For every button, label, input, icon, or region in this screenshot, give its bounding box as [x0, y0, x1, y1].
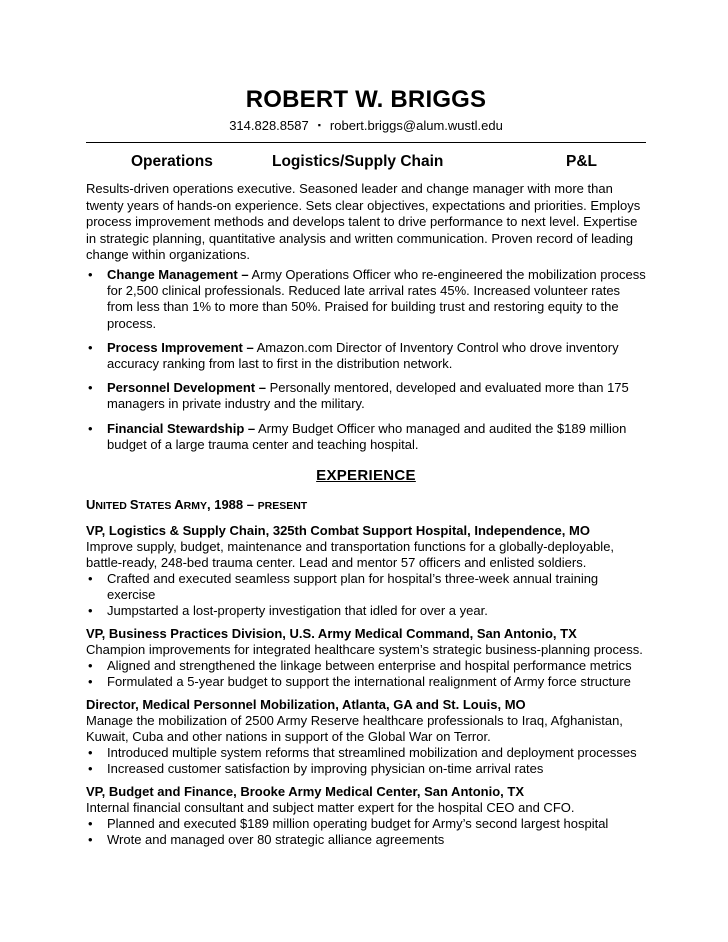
focus-areas: [86, 152, 646, 172]
bullet-icon: •: [88, 380, 93, 396]
highlights-list: [86, 267, 646, 461]
job-bullets: [86, 816, 646, 848]
job-description: Internal financial consultant and subject matter expert for the hospital CEO and CFO.: [86, 800, 575, 815]
bullet-icon: •: [88, 267, 93, 282]
bullet-icon: •: [88, 674, 93, 689]
job-title: VP, Business Practices Division, U.S. Army Medical Command, San Antonio, TX: [86, 626, 577, 641]
job-description: Manage the mobilization of 2500 Army Reserve healthcare professionals to Iraq, Afghanistan, Kuwait, Cuba and other nations in support of the Global War on Terror.: [86, 713, 623, 744]
bullet-icon: •: [88, 339, 93, 355]
job-description: Improve supply, budget, maintenance and transportation functions for a globally-deployable, battle-ready, 248-bed trauma center. Lead and mentor 57 officers and enlisted soldiers.: [86, 539, 615, 570]
bullet-icon: •: [88, 420, 93, 436]
job-entry: [86, 697, 646, 777]
job-description: Champion improvements for integrated healthcare system’s strategic business-planning process.: [86, 642, 643, 657]
bullet-icon: •: [88, 761, 93, 776]
highlight-label: Process Improvement –: [107, 339, 254, 355]
highlight-item: [86, 340, 646, 372]
job-bullet: • Formulated a 5-year budget to support the international realignment of Army force structure: [88, 674, 631, 689]
highlight-text: Army Budget Officer who managed and audited the $189 million budget of a large trauma center and teaching hospital.: [107, 420, 627, 452]
highlight-label: Financial Stewardship –: [107, 420, 256, 436]
highlight-label: Change Management –: [107, 267, 249, 282]
bullet-icon: •: [88, 571, 93, 586]
highlight-text: Army Operations Officer who re-engineered the mobilization process for 2,500 clinical professionals. Reduced late arrival rates 45%. Increased volunteer rates from less than 1% to more than 50%. Praised for building trust and restoring equity to the process.: [107, 267, 646, 331]
summary-paragraph: Results-driven operations executive. Seasoned leader and change manager with more than twenty years of hands-on experience. Sets clear objectives, expectations and priorities. Employs process improvement methods and develops talent to drive performance to next level. Expertise in strategic planning, quantitative analysis and written communication. Proven record of leading change within organizations.: [86, 181, 641, 263]
separator-square-icon: ▪: [317, 120, 321, 130]
highlight-label: Personnel Development –: [107, 380, 266, 396]
job-bullet: • Jumpstarted a lost-property investigation that idled for over a year.: [88, 603, 488, 618]
bullet-icon: •: [88, 658, 93, 673]
job-entry: [86, 626, 646, 690]
job-bullet: • Introduced multiple system reforms that streamlined mobilization and deployment processes: [88, 745, 637, 760]
bullet-icon: •: [88, 745, 93, 760]
focus-area-operations: Operations: [131, 153, 213, 170]
job-title: VP, Budget and Finance, Brooke Army Medical Center, San Antonio, TX: [86, 784, 524, 799]
job-entry: [86, 784, 646, 848]
highlight-item: [86, 421, 646, 453]
employer-line: UNITED STATES ARMY, 1988 – PRESENT: [86, 497, 308, 512]
highlight-item: [86, 380, 646, 412]
job-bullet: • Crafted and executed seamless support plan for hospital’s three-week annual training exercise: [88, 571, 599, 602]
phone-number: 314.828.8587: [229, 118, 309, 133]
bullet-icon: •: [88, 832, 93, 847]
contact-line: [86, 117, 646, 134]
bullet-icon: •: [88, 816, 93, 831]
job-list: [86, 523, 646, 855]
job-bullet: • Aligned and strengthened the linkage between enterprise and hospital performance metrics: [88, 658, 632, 673]
highlight-text: Amazon.com Director of Inventory Control who drove inventory accuracy ranking from last to first in the distribution network.: [107, 339, 619, 372]
job-bullet: • Wrote and managed over 80 strategic alliance agreements: [88, 832, 445, 847]
job-title: VP, Logistics & Supply Chain, 325th Combat Support Hospital, Independence, MO: [86, 523, 590, 538]
experience-heading: EXPERIENCE: [316, 467, 416, 484]
job-title: Director, Medical Personnel Mobilization, Atlanta, GA and St. Louis, MO: [86, 697, 526, 712]
focus-area-logistics: Logistics/Supply Chain: [272, 153, 444, 170]
job-bullets: [86, 658, 646, 690]
header-divider: [86, 142, 646, 143]
bullet-icon: •: [88, 603, 93, 618]
job-bullet: • Increased customer satisfaction by improving physician on-time arrival rates: [88, 761, 544, 776]
job-bullets: [86, 571, 646, 619]
focus-area-pl: P&L: [566, 153, 597, 170]
job-bullets: [86, 745, 646, 777]
highlight-text: Personally mentored, developed and evaluated more than 175 managers in private industry and the military.: [107, 380, 629, 412]
job-bullet: • Planned and executed $189 million operating budget for Army’s second largest hospital: [88, 816, 609, 831]
email-address: robert.briggs@alum.wustl.edu: [329, 118, 503, 133]
highlight-item: [86, 267, 646, 332]
candidate-name: ROBERT W. BRIGGS: [245, 86, 487, 113]
job-entry: [86, 523, 646, 619]
